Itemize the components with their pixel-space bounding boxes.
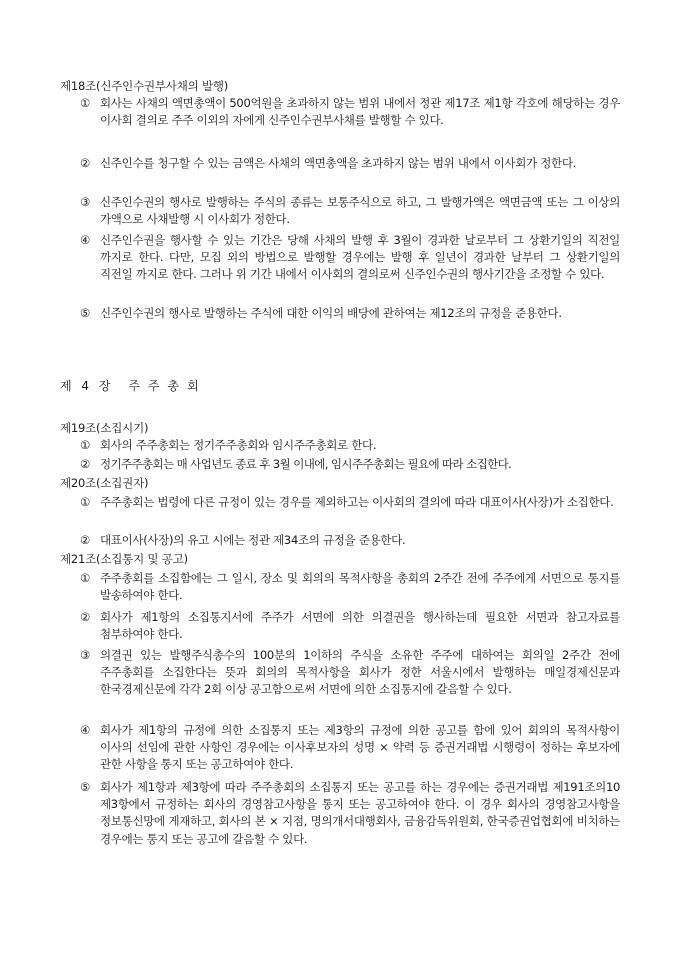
- item-number: ①: [80, 495, 91, 509]
- item-text: 의결권 있는 발행주식총수의 100분의 1이하의 주식을 소유한 주주에 대하여는 회의일 2주간 전에 주주총회를 소집한다는 뜻과 회의의 목적사항을 회사가 정한 서울시에서 발행하는 매일경제신문과 한국경제신문에 각각 2회 이상 공고함으로써 서면에 의한 소집통지에 갈음할 수 있다.: [100, 648, 620, 697]
- item-number: ③: [80, 195, 91, 209]
- article-18-item-4: [80, 232, 620, 284]
- item-text: 회사가 제1항의 규정에 의한 소집통지 또는 제3항의 규정에 의한 공고를 함에 있어 회의의 목적사항이 이사의 선임에 관한 사항인 경우에는 이사후보자의 성명 × 약력 등 증권거래법 시행령이 정하는 후보자에 관한 사항을 통지 또는 공고하여야 한다.: [100, 723, 620, 772]
- chapter-prefix: 제: [60, 379, 72, 393]
- item-text: 주주총회를 소집함에는 그 일시, 장소 및 회의의 목적사항을 총회의 2주간 전에 주주에게 서면으로 통지를 발송하여야 한다.: [100, 571, 620, 603]
- item-text: 대표이사(사장)의 유고 시에는 정관 제34조의 규정을 준용한다.: [100, 533, 406, 547]
- article-21-item-2: [80, 609, 620, 643]
- item-number: ②: [80, 457, 91, 471]
- article-19-item-2: [80, 456, 620, 473]
- item-text: 신주인수권을 행사할 수 있는 기간은 당해 사채의 발행 후 3월이 경과한 날로부터 그 상환기일의 직전일 까지로 한다. 다만, 모집 외의 방법으로 발행할 경우에는 발행 후 일년이 경과한 날부터 그 상환기일의 직전일 까지로 한다. 그러나 위 기간 내에서 이사회의 결의로써 신주인수권의 행사기간을 조정할 수 있다.: [100, 233, 620, 282]
- article-19-title: 제19조(소집시기): [60, 421, 149, 435]
- item-number: ①: [80, 571, 91, 585]
- item-number: ④: [80, 723, 91, 737]
- item-text: 회사가 제1항의 소집통지서에 주주가 서면에 의한 의결권을 행사하는데 필요한 서면과 참고자료를 첨부하여야 한다.: [100, 610, 620, 642]
- article-18-item-2: [80, 155, 620, 172]
- item-number: ②: [80, 533, 91, 547]
- article-19-item-1: [80, 437, 620, 454]
- article-21-item-1: [80, 570, 620, 604]
- article-18-item-3: [80, 194, 620, 228]
- article-20-item-2: [80, 532, 620, 549]
- chapter-name: 주주총회: [128, 379, 207, 393]
- chapter-number: 4: [81, 379, 90, 393]
- item-text: 회사는 사채의 액면총액이 500억원을 초과하지 않는 범위 내에서 정관 제17조 제1항 각호에 해당하는 경우 이사회 결의로 주주 이외의 자에게 신주인수권부사채를 발행할 수 있다.: [100, 96, 620, 128]
- item-text: 신주인수권의 행사로 발행하는 주식의 종류는 보통주식으로 하고, 그 발행가액은 액면금액 또는 그 이상의 가액으로 사채발행 시 이사회가 정한다.: [100, 195, 620, 227]
- item-text: 정기주주총회는 매 사업년도 종료 후 3월 이내에, 임시주주총회는 필요에 따라 소집한다.: [100, 457, 512, 471]
- item-number: ③: [80, 648, 91, 662]
- item-text: 주주총회는 법령에 다른 규정이 있는 경우를 제외하고는 이사회의 결의에 따라 대표이사(사장)가 소집한다.: [100, 495, 614, 509]
- item-text: 신주인수권의 행사로 발행하는 주식에 대한 이익의 배당에 관하여는 제12조의 규정을 준용한다.: [100, 306, 562, 320]
- item-number: ①: [80, 96, 91, 110]
- article-21-item-4: [80, 722, 620, 774]
- article-20-title: 제20조(소집권자): [60, 476, 149, 490]
- article-21-item-3: [80, 647, 620, 699]
- item-number: ⑤: [80, 306, 91, 320]
- article-18-title: 제18조(신주인수권부사채의 발행): [60, 79, 229, 93]
- item-number: ②: [80, 610, 91, 624]
- item-number: ①: [80, 438, 91, 452]
- article-18-item-5: [80, 305, 620, 322]
- item-number: ⑤: [80, 780, 91, 794]
- article-18-item-1: [80, 95, 620, 129]
- article-21-item-5: [80, 779, 620, 848]
- chapter-suffix: 장: [98, 379, 111, 393]
- item-number: ④: [80, 233, 91, 247]
- item-text: 회사의 주주총회는 정기주주총회와 임시주주총회로 한다.: [100, 438, 377, 452]
- chapter-heading: [60, 378, 213, 395]
- item-number: ②: [80, 156, 91, 170]
- item-text: 회사가 제1항과 제3항에 따라 주주총회의 소집통지 또는 공고를 하는 경우에는 증권거래법 제191조의10 제3항에서 규정하는 회사의 경영참고사항을 통지 또는 공고하여야 한다. 이 경우 회사의 경영참고사항을 정보통신망에 게재하고, 회사의 본 × 지점, 명의개서대행회사, 금융감독위원회, 한국증권업협회에 비치하는 경우에는 통지 또는 공고에 갈음할 수 있다.: [100, 780, 620, 846]
- item-text: 신주인수를 청구할 수 있는 금액은 사채의 액면총액을 초과하지 않는 범위 내에서 이사회가 정한다.: [100, 156, 576, 170]
- article-20-item-1: [80, 494, 620, 511]
- article-21-title: 제21조(소집통지 및 공고): [60, 552, 188, 566]
